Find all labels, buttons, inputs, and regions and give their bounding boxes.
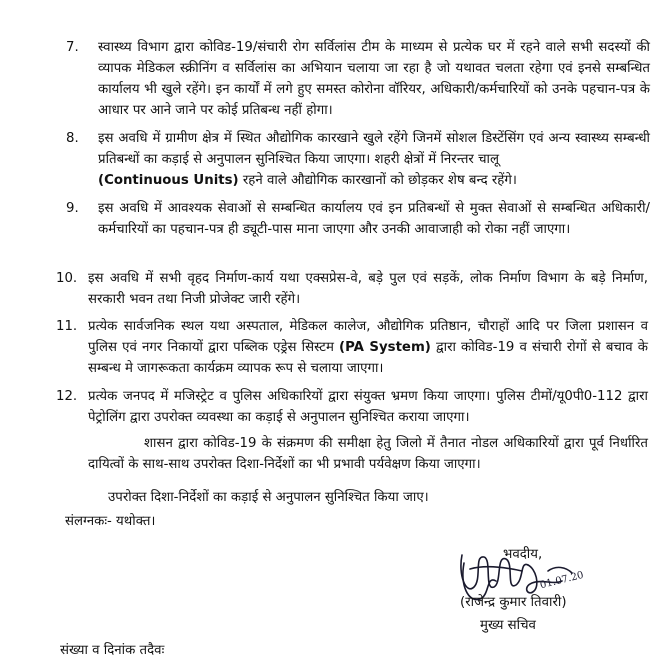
enclosure-line: संलग्नकः- यथोक्त। (65, 514, 156, 529)
clause-7 (66, 37, 650, 121)
reference-line: संख्या व दिनांक तदैवः (60, 643, 165, 658)
clause-number: 12. (56, 389, 78, 404)
clause-text-part: इस अवधि में ग्रामीण क्षेत्र में स्थित औद्योगिक कारखाने खुले रहेंगे जिनमें सोशल डिस्टेंसिंग एवं अन्य स्वास्थ्य सम्बन्धी प्रतिबन्धों का कड़ाई से अनुपालन सुनिश्चित किया जाएगा। शहरी क्षेत्रों में निरन्तर चालू (98, 131, 650, 167)
clause-number: 10. (56, 271, 78, 286)
clause-text (98, 128, 650, 191)
clause-bold-term: (PA System) (339, 340, 431, 355)
salutation: भवदीय, (503, 547, 543, 562)
signatory-designation: मुख्य सचिव (480, 618, 536, 633)
clause-8 (66, 128, 650, 191)
clause-text-part: रहने वाले औद्योगिक कारखानों को छोड़कर शेष बन्द रहेंगे। (242, 173, 517, 188)
clause-text: इस अवधि में सभी वृहद निर्माण-कार्य यथा एक्सप्रेस-वे, बड़े पुल एवं सड़कें, लोक निर्माण विभाग के बड़े निर्माण, सरकारी भवन तथा निजी प्रोजेक्ट जारी रहेंगे। (88, 271, 648, 307)
signatory-name: (राजेन्द्र कुमार तिवारी) (460, 595, 567, 610)
clause-text-part: द्वारा कोविड-19 व संचारी रोगों से बचाव के सम्बन्ध मे जागरूकता कार्यक्रम व्यापक रूप से चलाया जाएगा। (88, 340, 649, 376)
clause-number: 8. (66, 131, 79, 146)
clause-number: 9. (66, 201, 79, 216)
clause-text: इस अवधि में आवश्यक सेवाओं से सम्बन्धित कार्यालय एवं इन प्रतिबन्धों से मुक्त सेवाओं से सम्बन्धित अधिकारी/कर्मचारियों का पहचान-पत्र ही ड्यूटी-पास माना जाएगा और उनकी आवाजाही को रोका नहीं जाएगा। (98, 201, 650, 237)
signature-date: 01.07.20 (538, 569, 585, 592)
clause-9 (66, 198, 650, 240)
clause-12 (56, 386, 648, 428)
clause-text (88, 316, 648, 379)
clause-bold-term: (Continuous Units) (98, 173, 239, 188)
clause-text-part: प्रत्येक सार्वजनिक स्थल यथा अस्पताल, मेडिकल कालेज, औद्योगिक प्रतिष्ठान, चौराहों आदि पर जिला प्रशासन व पुलिस एवं नगर निकायों द्वारा पब्लिक एड्रेस सिस्टम (88, 319, 648, 355)
clause-number: 7. (66, 40, 79, 55)
clause-10 (56, 268, 648, 310)
clause-text: प्रत्येक जनपद में मजिस्ट्रेट व पुलिस अधिकारियों द्वारा संयुक्त भ्रमण किया जाएगा। पुलिस टीमों/यू0पी0-112 द्वारा पेट्रोलिंग द्वारा उपरोक्त व्यवस्था का कड़ाई से अनुपालन सुनिश्चित कराया जाएगा। (88, 389, 648, 425)
closing-paragraph: शासन द्वारा कोविड-19 के संक्रमण की समीक्षा हेतु जिलो में तैनात नोडल अधिकारियों द्वारा पूर्व निर्धारित दायित्वों के साथ-साथ उपरोक्त दिशा-निर्देशों का भी प्रभावी पर्यवेक्षण किया जाएगा। (88, 436, 648, 472)
directive-line: उपरोक्त दिशा-निर्देशों का कड़ाई से अनुपालन सुनिश्चित किया जाए। (108, 490, 429, 505)
clause-text: स्वास्थ्य विभाग द्वारा कोविड-19/संचारी रोग सर्विलांस टीम के माध्यम से प्रत्येक घर में रहने वाले सभी सदस्यों की व्यापक मेडिकल स्क्रीनिंग व सर्विलांस का अभियान चलाया जा रहा है जो यथावत चलता रहेगा एवं इनसे सम्बन्धित कार्यालय भी खुले रहेंगे। इन कार्यों में लगे हुए समस्त कोरोना वॉरियर, अधिकारी/कर्मचारियों को उनके पहचान-पत्र के आधार पर आने जाने पर कोई प्रतिबन्ध नहीं होगा। (98, 40, 650, 118)
clause-11 (56, 316, 648, 379)
clause-number: 11. (56, 319, 78, 334)
